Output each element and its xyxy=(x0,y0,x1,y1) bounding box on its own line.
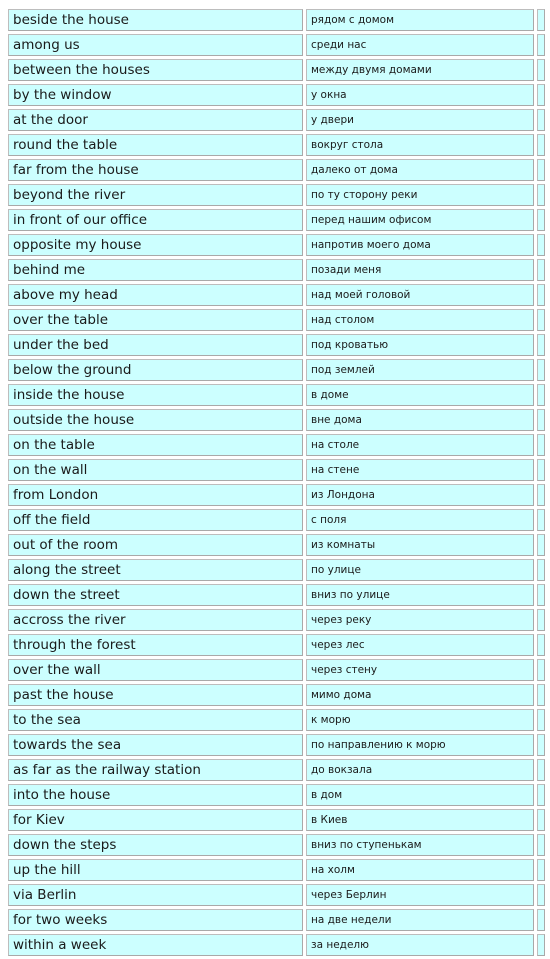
table-row xyxy=(8,34,545,56)
empty-edge-cell xyxy=(537,184,545,206)
table-row xyxy=(8,484,545,506)
english-phrase-cell: over the table xyxy=(8,309,303,331)
empty-edge-cell xyxy=(537,584,545,606)
russian-translation-cell: за неделю xyxy=(306,934,534,956)
table-row xyxy=(8,859,545,881)
russian-translation-cell: далеко от дома xyxy=(306,159,534,181)
english-phrase-cell: far from the house xyxy=(8,159,303,181)
empty-edge-cell xyxy=(537,409,545,431)
english-phrase-cell: via Berlin xyxy=(8,884,303,906)
english-phrase-cell: within a week xyxy=(8,934,303,956)
empty-edge-cell xyxy=(537,734,545,756)
russian-translation-cell: по направлению к морю xyxy=(306,734,534,756)
english-phrase-cell: opposite my house xyxy=(8,234,303,256)
empty-edge-cell xyxy=(537,334,545,356)
table-row xyxy=(8,59,545,81)
english-phrase-cell: on the wall xyxy=(8,459,303,481)
table-row xyxy=(8,634,545,656)
empty-edge-cell xyxy=(537,684,545,706)
empty-edge-cell xyxy=(537,159,545,181)
empty-edge-cell xyxy=(537,234,545,256)
empty-edge-cell xyxy=(537,534,545,556)
table-row xyxy=(8,559,545,581)
table-row xyxy=(8,409,545,431)
english-phrase-cell: over the wall xyxy=(8,659,303,681)
empty-edge-cell xyxy=(537,784,545,806)
russian-translation-cell: по ту сторону реки xyxy=(306,184,534,206)
english-phrase-cell: behind me xyxy=(8,259,303,281)
empty-edge-cell xyxy=(537,809,545,831)
table-row xyxy=(8,909,545,931)
table-row xyxy=(8,934,545,956)
russian-translation-cell: из Лондона xyxy=(306,484,534,506)
empty-edge-cell xyxy=(537,609,545,631)
empty-edge-cell xyxy=(537,109,545,131)
english-phrase-cell: to the sea xyxy=(8,709,303,731)
english-phrase-cell: down the steps xyxy=(8,834,303,856)
empty-edge-cell xyxy=(537,884,545,906)
english-phrase-cell: outside the house xyxy=(8,409,303,431)
empty-edge-cell xyxy=(537,134,545,156)
english-phrase-cell: past the house xyxy=(8,684,303,706)
russian-translation-cell: у двери xyxy=(306,109,534,131)
empty-edge-cell xyxy=(537,359,545,381)
russian-translation-cell: на столе xyxy=(306,434,534,456)
russian-translation-cell: над столом xyxy=(306,309,534,331)
empty-edge-cell xyxy=(537,859,545,881)
empty-edge-cell xyxy=(537,259,545,281)
table-row xyxy=(8,109,545,131)
russian-translation-cell: мимо дома xyxy=(306,684,534,706)
empty-edge-cell xyxy=(537,834,545,856)
russian-translation-cell: на стене xyxy=(306,459,534,481)
table-row xyxy=(8,159,545,181)
russian-translation-cell: до вокзала xyxy=(306,759,534,781)
russian-translation-cell: под землей xyxy=(306,359,534,381)
english-phrase-cell: above my head xyxy=(8,284,303,306)
english-phrase-cell: between the houses xyxy=(8,59,303,81)
table-row xyxy=(8,459,545,481)
russian-translation-cell: перед нашим офисом xyxy=(306,209,534,231)
russian-translation-cell: под кроватью xyxy=(306,334,534,356)
table-row xyxy=(8,659,545,681)
english-phrase-cell: inside the house xyxy=(8,384,303,406)
russian-translation-cell: из комнаты xyxy=(306,534,534,556)
empty-edge-cell xyxy=(537,384,545,406)
phrase-table-body xyxy=(8,9,545,956)
table-row xyxy=(8,334,545,356)
table-row xyxy=(8,259,545,281)
empty-edge-cell xyxy=(537,84,545,106)
english-phrase-cell: into the house xyxy=(8,784,303,806)
russian-translation-cell: позади меня xyxy=(306,259,534,281)
table-row xyxy=(8,884,545,906)
table-row xyxy=(8,584,545,606)
english-phrase-cell: towards the sea xyxy=(8,734,303,756)
phrase-table-container xyxy=(5,6,545,959)
table-row xyxy=(8,759,545,781)
empty-edge-cell xyxy=(537,34,545,56)
russian-translation-cell: по улице xyxy=(306,559,534,581)
empty-edge-cell xyxy=(537,59,545,81)
english-phrase-cell: by the window xyxy=(8,84,303,106)
russian-translation-cell: на две недели xyxy=(306,909,534,931)
english-phrase-cell: at the door xyxy=(8,109,303,131)
russian-translation-cell: в доме xyxy=(306,384,534,406)
table-row xyxy=(8,609,545,631)
russian-translation-cell: на холм xyxy=(306,859,534,881)
empty-edge-cell xyxy=(537,934,545,956)
english-phrase-cell: for Kiev xyxy=(8,809,303,831)
russian-translation-cell: над моей головой xyxy=(306,284,534,306)
english-phrase-cell: round the table xyxy=(8,134,303,156)
table-row xyxy=(8,9,545,31)
table-row xyxy=(8,734,545,756)
empty-edge-cell xyxy=(537,634,545,656)
english-phrase-cell: in front of our office xyxy=(8,209,303,231)
russian-translation-cell: вниз по улице xyxy=(306,584,534,606)
table-row xyxy=(8,134,545,156)
table-row xyxy=(8,834,545,856)
table-row xyxy=(8,359,545,381)
english-phrase-cell: off the field xyxy=(8,509,303,531)
english-phrase-cell: among us xyxy=(8,34,303,56)
empty-edge-cell xyxy=(537,434,545,456)
empty-edge-cell xyxy=(537,9,545,31)
russian-translation-cell: через Берлин xyxy=(306,884,534,906)
english-phrase-cell: for two weeks xyxy=(8,909,303,931)
english-phrase-cell: under the bed xyxy=(8,334,303,356)
table-row xyxy=(8,534,545,556)
empty-edge-cell xyxy=(537,709,545,731)
table-row xyxy=(8,284,545,306)
russian-translation-cell: через стену xyxy=(306,659,534,681)
english-phrase-cell: beyond the river xyxy=(8,184,303,206)
russian-translation-cell: вокруг стола xyxy=(306,134,534,156)
russian-translation-cell: между двумя домами xyxy=(306,59,534,81)
empty-edge-cell xyxy=(537,509,545,531)
english-phrase-cell: out of the room xyxy=(8,534,303,556)
english-phrase-cell: as far as the railway station xyxy=(8,759,303,781)
english-phrase-cell: up the hill xyxy=(8,859,303,881)
table-row xyxy=(8,309,545,331)
empty-edge-cell xyxy=(537,759,545,781)
empty-edge-cell xyxy=(537,459,545,481)
russian-translation-cell: у окна xyxy=(306,84,534,106)
english-phrase-cell: beside the house xyxy=(8,9,303,31)
english-phrase-cell: down the street xyxy=(8,584,303,606)
table-row xyxy=(8,784,545,806)
russian-translation-cell: среди нас xyxy=(306,34,534,56)
english-phrase-cell: on the table xyxy=(8,434,303,456)
table-row xyxy=(8,184,545,206)
table-row xyxy=(8,384,545,406)
russian-translation-cell: с поля xyxy=(306,509,534,531)
english-phrase-cell: below the ground xyxy=(8,359,303,381)
preposition-phrase-table xyxy=(5,6,548,959)
english-phrase-cell: from London xyxy=(8,484,303,506)
russian-translation-cell: через реку xyxy=(306,609,534,631)
english-phrase-cell: along the street xyxy=(8,559,303,581)
russian-translation-cell: вниз по ступенькам xyxy=(306,834,534,856)
english-phrase-cell: accross the river xyxy=(8,609,303,631)
empty-edge-cell xyxy=(537,559,545,581)
empty-edge-cell xyxy=(537,309,545,331)
english-phrase-cell: through the forest xyxy=(8,634,303,656)
table-row xyxy=(8,809,545,831)
russian-translation-cell: к морю xyxy=(306,709,534,731)
table-row xyxy=(8,209,545,231)
empty-edge-cell xyxy=(537,284,545,306)
table-row xyxy=(8,84,545,106)
table-row xyxy=(8,684,545,706)
empty-edge-cell xyxy=(537,659,545,681)
table-row xyxy=(8,234,545,256)
russian-translation-cell: через лес xyxy=(306,634,534,656)
empty-edge-cell xyxy=(537,484,545,506)
russian-translation-cell: в дом xyxy=(306,784,534,806)
russian-translation-cell: рядом с домом xyxy=(306,9,534,31)
table-row xyxy=(8,434,545,456)
russian-translation-cell: в Киев xyxy=(306,809,534,831)
empty-edge-cell xyxy=(537,909,545,931)
russian-translation-cell: вне дома xyxy=(306,409,534,431)
empty-edge-cell xyxy=(537,209,545,231)
table-row xyxy=(8,709,545,731)
russian-translation-cell: напротив моего дома xyxy=(306,234,534,256)
table-row xyxy=(8,509,545,531)
